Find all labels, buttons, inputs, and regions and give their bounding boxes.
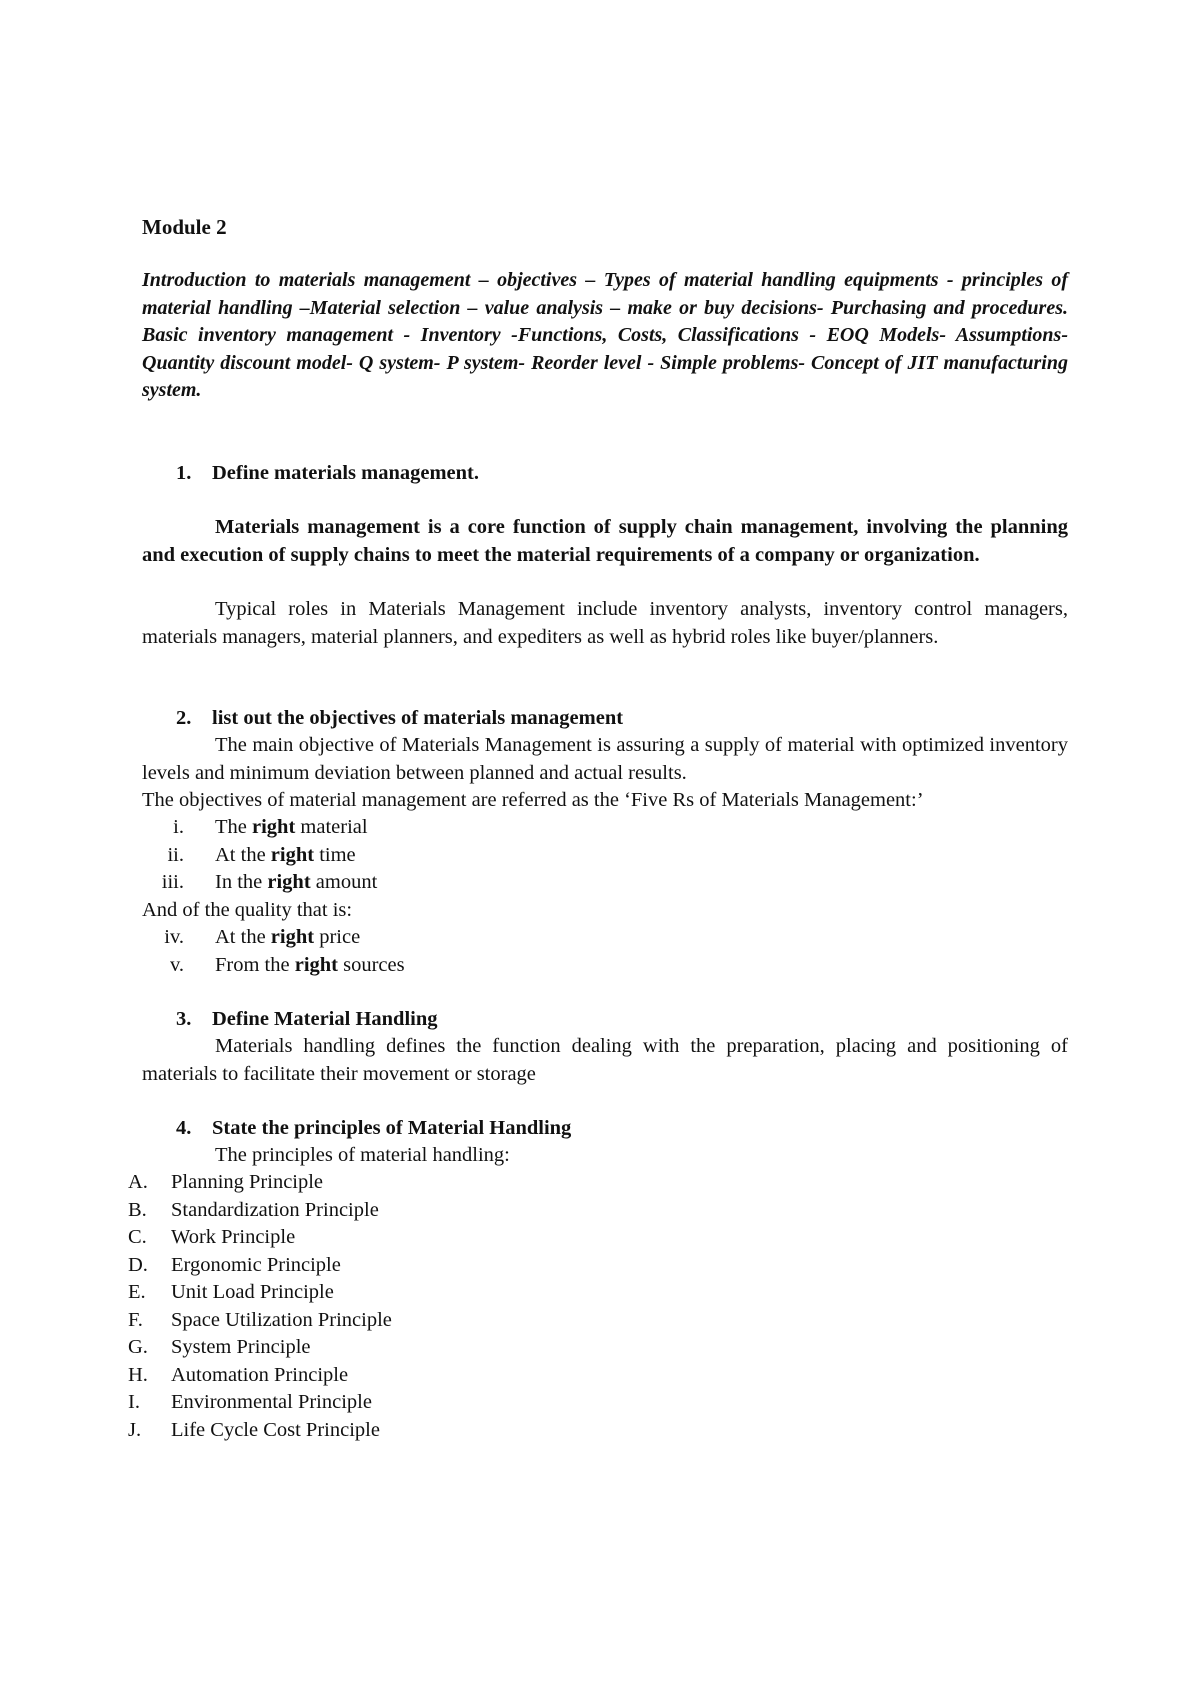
list-item-text-pre: In the bbox=[215, 871, 268, 893]
list-item bbox=[142, 952, 1068, 980]
principle-item bbox=[128, 1307, 1054, 1335]
syllabus-text: Introduction to materials management – objectives – Types of material handling equipments - principles of material handling –Material selection – value analysis – make or buy decisions- Purchasing and procedures. Basic inventory management - Inventory -Functions, Costs, Classifications - EOQ Models- Assumptions- Quantity discount model- Q system- P system- Reorder level - Simple problems- Concept of JIT manufacturing system. bbox=[142, 269, 1068, 401]
list-marker: i. bbox=[173, 816, 184, 838]
question-3-heading bbox=[176, 1006, 1056, 1034]
principle-text: Environmental Principle bbox=[171, 1391, 372, 1413]
list-item-text bbox=[215, 924, 360, 952]
q4-intro: The principles of material handling: bbox=[215, 1144, 510, 1166]
list-item-text-pre: At the bbox=[215, 843, 271, 866]
list-item bbox=[142, 869, 1068, 897]
question-number: 4. bbox=[176, 1117, 192, 1139]
list-item-text-post: time bbox=[314, 843, 356, 866]
list-item-emphasis: right bbox=[252, 816, 296, 838]
principle-text: Standardization Principle bbox=[171, 1198, 379, 1221]
list-item-text bbox=[215, 814, 368, 842]
list-marker: iv. bbox=[164, 926, 184, 948]
question-number: 2. bbox=[176, 707, 192, 729]
principle-marker: B. bbox=[128, 1198, 147, 1221]
q1-paragraph: Typical roles in Materials Management include inventory analysts, inventory control managers, materials managers, material planners, and expediters as well as hybrid roles like buyer/planners. bbox=[142, 598, 1068, 648]
q2-between-text: And of the quality that is: bbox=[142, 899, 353, 921]
question-1-heading bbox=[176, 460, 1056, 488]
list-marker: ii. bbox=[167, 843, 184, 866]
principle-item bbox=[128, 1252, 1054, 1280]
principle-item bbox=[128, 1362, 1054, 1390]
principle-item bbox=[128, 1197, 1054, 1225]
list-item-text bbox=[215, 842, 356, 870]
question-2-heading bbox=[176, 705, 1056, 733]
principle-marker: G. bbox=[128, 1336, 148, 1358]
list-item-emphasis: right bbox=[270, 926, 315, 948]
question-title: Define Material Handling bbox=[212, 1008, 438, 1030]
principle-marker: J. bbox=[128, 1418, 142, 1441]
principle-marker: D. bbox=[128, 1253, 148, 1276]
list-item-text-post: amount bbox=[310, 871, 378, 893]
principle-item bbox=[128, 1279, 1054, 1307]
principle-item bbox=[128, 1224, 1054, 1252]
q2-paragraph-1: The main objective of Materials Management is assuring a supply of material with optimized inventory levels and minimum deviation between planned and actual results. bbox=[142, 734, 1068, 784]
q3-paragraph: Materials handling defines the function dealing with the preparation, placing and positioning of materials to facilitate their movement or storage bbox=[142, 1035, 1068, 1085]
principle-marker: E. bbox=[128, 1281, 146, 1303]
principle-text: Space Utilization Principle bbox=[171, 1308, 392, 1331]
question-number: 3. bbox=[176, 1008, 192, 1030]
question-4-heading bbox=[176, 1115, 1056, 1143]
list-item-text-post: material bbox=[295, 816, 368, 838]
list-item-text bbox=[215, 952, 405, 980]
principle-marker: I. bbox=[128, 1391, 140, 1413]
principle-text: System Principle bbox=[171, 1336, 311, 1358]
list-item bbox=[142, 842, 1068, 870]
principle-item bbox=[128, 1334, 1054, 1362]
principle-text: Work Principle bbox=[171, 1226, 296, 1248]
principle-item bbox=[128, 1169, 1054, 1197]
principle-text: Life Cycle Cost Principle bbox=[171, 1418, 380, 1441]
principle-text: Ergonomic Principle bbox=[171, 1253, 341, 1276]
principle-marker: A. bbox=[128, 1171, 148, 1193]
list-item bbox=[142, 814, 1068, 842]
q1-definition: Materials management is a core function of supply chain management, involving the planning and execution of supply chains to meet the material requirements of a company or organization. bbox=[142, 516, 1068, 566]
list-item-text-post: sources bbox=[338, 953, 405, 976]
principle-marker: H. bbox=[128, 1363, 148, 1386]
question-title: list out the objectives of materials management bbox=[212, 707, 624, 729]
principle-text: Planning Principle bbox=[171, 1171, 324, 1193]
list-item-text-pre: From the bbox=[215, 953, 295, 976]
principles-list bbox=[128, 1169, 1054, 1444]
principle-text: Automation Principle bbox=[171, 1363, 349, 1386]
list-item-text bbox=[215, 869, 377, 897]
module-title: Module 2 bbox=[142, 215, 227, 239]
five-rs-list-part-2 bbox=[142, 924, 1068, 979]
principle-item bbox=[128, 1417, 1054, 1445]
list-item bbox=[142, 924, 1068, 952]
principle-item bbox=[128, 1389, 1054, 1417]
question-number: 1. bbox=[176, 462, 192, 484]
question-title: Define materials management. bbox=[212, 462, 480, 484]
list-marker: iii. bbox=[161, 871, 184, 893]
question-title: State the principles of Material Handling bbox=[212, 1117, 572, 1139]
list-marker: v. bbox=[169, 953, 184, 976]
list-item-emphasis: right bbox=[294, 953, 338, 976]
list-item-text-pre: The bbox=[215, 816, 252, 838]
list-item-emphasis: right bbox=[267, 871, 311, 893]
principle-marker: C. bbox=[128, 1226, 147, 1248]
five-rs-list-part-1 bbox=[142, 814, 1068, 897]
q2-paragraph-2: The objectives of material management are referred as the ‘Five Rs of Materials Management:’ bbox=[142, 789, 924, 811]
list-item-text-post: price bbox=[314, 926, 361, 948]
principle-text: Unit Load Principle bbox=[171, 1281, 334, 1303]
list-item-text-pre: At the bbox=[215, 926, 271, 948]
principle-marker: F. bbox=[128, 1308, 143, 1331]
list-item-emphasis: right bbox=[270, 843, 315, 866]
